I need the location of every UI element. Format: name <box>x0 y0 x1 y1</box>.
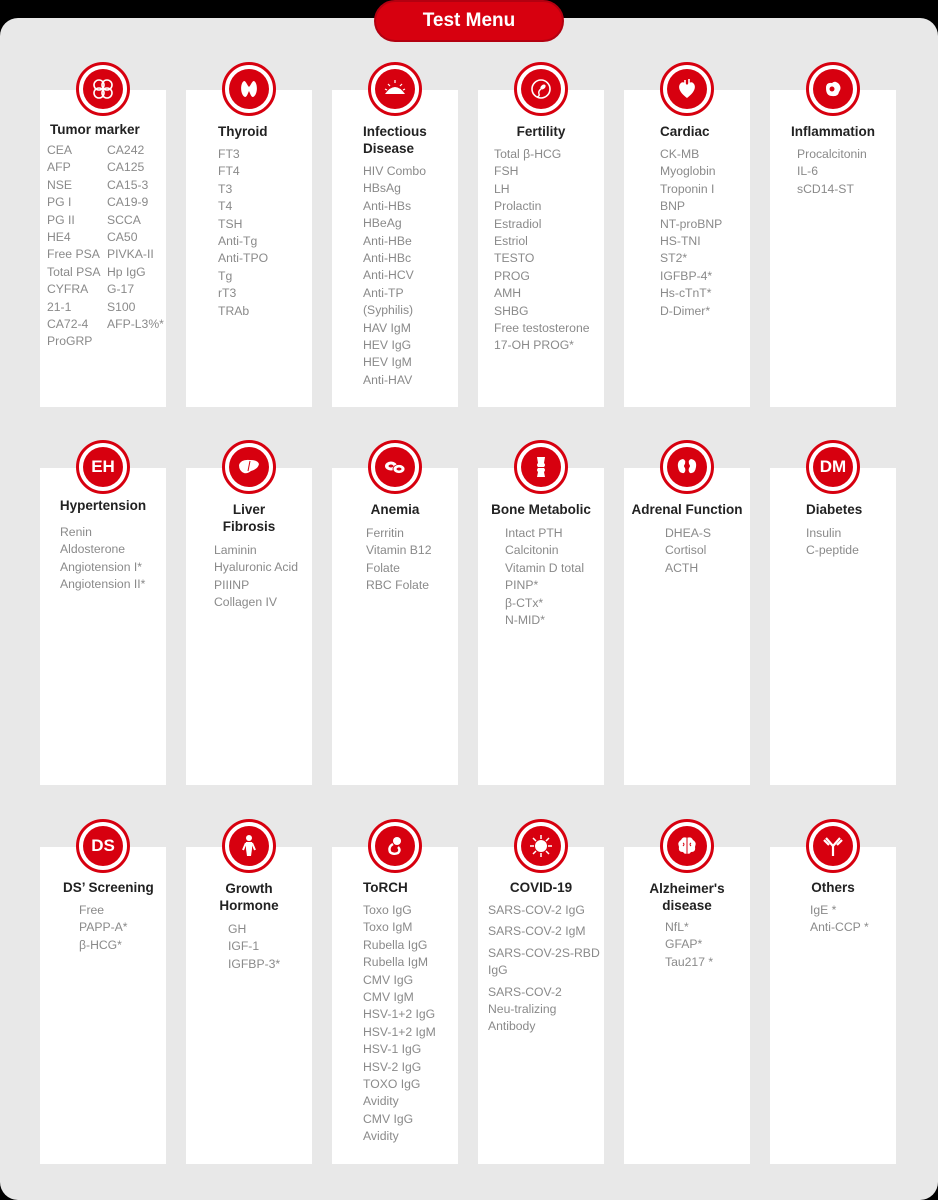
test-item: ProGRP <box>47 334 93 349</box>
test-item: Cortisol <box>665 543 707 558</box>
test-item: IGF-1 <box>228 939 260 954</box>
card-fertility <box>478 90 604 407</box>
infectious-items <box>363 163 426 389</box>
test-item: HBsAg <box>363 181 401 196</box>
covid-item: SARS-COV-2 Neu-tralizing Antibody <box>488 984 562 1034</box>
bone-joint-icon <box>514 440 568 494</box>
test-item: ST2* <box>660 251 688 266</box>
tumor-col2 <box>107 142 164 333</box>
card-title: Cardiac <box>660 124 710 139</box>
kidney-icon <box>660 440 714 494</box>
test-item: CA242 <box>107 143 145 157</box>
test-item: PAPP-A* <box>79 920 128 935</box>
card-ds-screening <box>40 836 166 1164</box>
cells-icon <box>76 62 130 116</box>
test-item: N-MID* <box>505 613 545 628</box>
test-item: FT4 <box>218 164 240 179</box>
test-item: Rubella IgG <box>363 937 428 952</box>
test-item: PIVKA-II <box>107 247 154 262</box>
test-item: HBeAg <box>363 216 402 231</box>
test-item: T3 <box>218 181 233 196</box>
card-adrenal-function <box>624 468 750 785</box>
card-title: Others <box>811 880 855 895</box>
card-title-line2: Disease <box>363 141 415 156</box>
card-title-line1: Infectious <box>363 124 427 139</box>
test-item: PINP* <box>505 578 539 593</box>
test-item: 21-1 <box>47 299 72 314</box>
test-item: Anti-HAV <box>363 372 413 387</box>
test-item: CA19-9 <box>107 195 149 210</box>
card-inflammation <box>770 90 896 407</box>
test-item: Angiotension II* <box>60 577 146 592</box>
card-title-line2: Hormone <box>219 898 279 913</box>
body-icon <box>222 819 276 873</box>
test-item: HSV-2 IgG <box>363 1059 422 1074</box>
test-item: CK-MB <box>660 147 700 161</box>
test-item: IgE * <box>810 903 837 917</box>
card-title: Hypertension <box>59 498 147 513</box>
test-item: AMH <box>494 286 522 301</box>
virus-icon <box>368 62 422 116</box>
card-growth-hormone <box>186 847 312 1164</box>
test-item: Ferritin <box>366 526 404 540</box>
test-item: Troponin I <box>660 181 715 196</box>
test-item: CA72-4 <box>47 317 89 332</box>
test-item: Anti-CCP * <box>810 920 869 935</box>
thyroid-items <box>218 146 268 320</box>
test-item: CA15-3 <box>107 177 149 192</box>
covid-items <box>488 902 600 1036</box>
card-title-line1: Alzheimer's <box>649 881 725 896</box>
test-item: Renin <box>60 525 92 539</box>
test-item: HSV-1+2 IgM <box>363 1024 436 1039</box>
test-item: NfL* <box>665 920 689 934</box>
card-title: ToRCH <box>363 880 408 895</box>
test-item: GH <box>228 922 247 936</box>
card-cardiac <box>624 90 750 407</box>
test-item: PG I <box>47 195 72 210</box>
ds-items <box>79 902 128 954</box>
sperm-icon <box>514 62 568 116</box>
bone-items <box>505 525 584 629</box>
test-item: β-HCG* <box>79 937 122 952</box>
torch-items <box>363 902 436 1146</box>
test-item: PROG <box>494 268 530 283</box>
test-item: 17-OH PROG* <box>494 338 574 353</box>
test-item: Anti-HBc <box>363 251 412 266</box>
antibody-icon <box>806 819 860 873</box>
test-menu-panel <box>0 18 938 1200</box>
card-title: COVID-19 <box>509 880 573 895</box>
test-item: Toxo IgG <box>363 903 412 917</box>
eh-badge-icon: EH <box>76 440 130 494</box>
card-title: DS’ Screening <box>63 880 154 895</box>
card-infectious-disease <box>332 90 458 407</box>
test-item: SHBG <box>494 303 529 318</box>
test-item: CA50 <box>107 230 138 245</box>
card-title: Thyroid <box>218 124 268 139</box>
test-item: C-peptide <box>806 543 859 558</box>
test-item: Myoglobin <box>660 164 716 179</box>
test-item: CMV IgM <box>363 990 414 1005</box>
coronavirus-icon <box>514 819 568 873</box>
test-item: Prolactin <box>494 199 542 214</box>
card-anemia <box>332 468 458 785</box>
card-title-line2: disease <box>662 898 712 913</box>
card-tumor-marker <box>40 90 166 407</box>
test-item: Aldosterone <box>60 542 126 557</box>
card-title: Tumor marker <box>50 122 140 137</box>
test-item: DHEA-S <box>665 526 712 540</box>
test-item: Avidity <box>363 1094 399 1109</box>
test-item: CMV IgG <box>363 972 414 987</box>
adrenal-items <box>665 525 711 577</box>
test-item: HSV-1+2 IgG <box>363 1007 436 1022</box>
test-item: Angiotension I* <box>60 559 142 574</box>
diabetes-items <box>806 525 859 560</box>
test-item: Estriol <box>494 234 528 249</box>
card-title: Anemia <box>370 502 420 517</box>
test-item: FT3 <box>218 147 240 161</box>
card-title: Inflammation <box>790 124 875 139</box>
card-liver-fibrosis <box>186 468 312 785</box>
test-item: Collagen IV <box>214 595 278 610</box>
test-item: Hyaluronic Acid <box>214 560 298 575</box>
blood-cells-icon <box>368 440 422 494</box>
test-item: RBC Folate <box>366 578 429 593</box>
test-item: CYFRA <box>47 282 89 297</box>
test-item: β-CTx* <box>505 595 544 610</box>
test-item: Anti-HCV <box>363 268 414 283</box>
test-item: Hs-cTnT* <box>660 286 712 301</box>
test-item: Folate <box>366 560 400 575</box>
test-item: Estradiol <box>494 216 542 231</box>
page-title: Test Menu <box>374 0 564 42</box>
test-item: TOXO IgG <box>363 1077 421 1092</box>
test-item: Vitamin B12 <box>366 543 432 558</box>
test-item: ACTH <box>665 560 699 575</box>
card-title: Diabetes <box>806 502 863 517</box>
test-item: CEA <box>47 143 73 157</box>
card-title-line1: Growth <box>225 881 273 896</box>
card-torch <box>332 847 458 1164</box>
thyroid-icon <box>222 62 276 116</box>
test-item: Avidity <box>363 1129 399 1144</box>
test-item: Laminin <box>214 543 257 557</box>
test-item: LH <box>494 181 510 196</box>
ds-badge-icon: DS <box>76 819 130 873</box>
test-item: Intact PTH <box>505 526 563 540</box>
card-thyroid <box>186 90 312 407</box>
dm-badge-icon: DM <box>806 440 860 494</box>
covid-item: SARS-COV-2 IgG <box>488 903 585 917</box>
test-item: PG II <box>47 212 75 227</box>
test-item: AFP <box>47 160 71 175</box>
test-item: Tau217 * <box>665 954 714 969</box>
test-item: PIIINP <box>214 577 250 592</box>
test-item: NT-proBNP <box>660 216 723 231</box>
card-title: Adrenal Function <box>631 502 743 517</box>
test-item: Total β-HCG <box>494 147 562 161</box>
test-item: (Syphilis) <box>363 303 414 318</box>
test-item: Anti-TPO <box>218 251 269 266</box>
test-item: Hp IgG <box>107 264 146 279</box>
card-title-line2: Fibrosis <box>222 519 276 534</box>
card-others <box>770 847 896 1164</box>
test-item: HE4 <box>47 230 71 245</box>
heart-icon <box>660 62 714 116</box>
test-item: Procalcitonin <box>797 147 867 161</box>
test-item: Insulin <box>806 526 842 540</box>
card-diabetes <box>770 457 896 785</box>
test-item: AFP-L3%* <box>107 317 164 332</box>
cardiac-items <box>660 146 722 320</box>
test-item: D-Dimer* <box>660 303 711 318</box>
test-item: TSH <box>218 216 243 231</box>
test-item: TRAb <box>218 303 250 318</box>
test-item: Anti-Tg <box>218 234 258 249</box>
tumor-col1 <box>47 142 101 351</box>
test-item: HEV IgG <box>363 338 412 353</box>
test-item: Anti-HBs <box>363 198 412 213</box>
test-item: GFAP* <box>665 937 703 952</box>
fetus-icon <box>368 819 422 873</box>
test-item: SCCA <box>107 212 141 227</box>
test-item: Anti-TP <box>363 285 404 300</box>
test-item: TESTO <box>494 251 535 266</box>
hypertension-items <box>60 524 145 594</box>
test-item: G-17 <box>107 282 135 297</box>
card-bone-metabolic <box>478 468 604 785</box>
test-item: HS-TNI <box>660 234 701 249</box>
test-item: Free PSA <box>47 247 100 262</box>
liver-icon <box>222 440 276 494</box>
test-item: IL-6 <box>797 164 819 179</box>
test-item: rT3 <box>218 286 237 301</box>
test-item: BNP <box>660 199 686 214</box>
test-item: NSE <box>47 177 73 192</box>
test-item: Vitamin D total <box>505 560 585 575</box>
brain-icon <box>660 819 714 873</box>
test-item: Free testosterone <box>494 321 590 336</box>
inflammation-icon <box>806 62 860 116</box>
test-item: Total PSA <box>47 264 101 279</box>
test-item: Rubella IgM <box>363 955 429 970</box>
test-item: CA125 <box>107 160 145 175</box>
alzheimer-items <box>665 919 713 971</box>
test-item: FSH <box>494 164 519 179</box>
test-item: T4 <box>218 199 233 214</box>
test-item: Calcitonin <box>505 543 559 558</box>
card-title: Bone Metabolic <box>491 502 591 517</box>
covid-item: SARS-COV-2 IgM <box>488 924 586 939</box>
inflammation-items <box>797 146 867 198</box>
test-item: sCD14-ST <box>797 181 854 196</box>
test-item: HEV IgM <box>363 355 412 370</box>
fertility-items <box>494 146 590 355</box>
test-item: IGFBP-3* <box>228 956 281 971</box>
card-title-line1: Liver <box>232 502 266 517</box>
test-item: IGFBP-4* <box>660 268 713 283</box>
test-item: Free <box>79 903 105 917</box>
growth-items <box>228 921 280 973</box>
test-item: CMV IgG <box>363 1111 414 1126</box>
card-alzheimers-disease <box>624 847 750 1164</box>
test-item: HIV Combo <box>363 164 426 178</box>
covid-item: SARS-COV-2S-RBD IgG <box>488 945 600 978</box>
card-hypertension <box>40 457 166 785</box>
test-item: S100 <box>107 299 136 314</box>
card-title: Fertility <box>516 124 566 139</box>
test-item: HSV-1 IgG <box>363 1042 422 1057</box>
card-covid-19 <box>478 847 604 1164</box>
others-items <box>810 902 869 937</box>
test-item: Anti-HBe <box>363 233 412 248</box>
test-item: Tg <box>218 268 233 283</box>
anemia-items <box>366 525 432 595</box>
test-item: HAV IgM <box>363 320 411 335</box>
liver-items <box>214 542 298 612</box>
test-item: Toxo IgM <box>363 920 413 935</box>
